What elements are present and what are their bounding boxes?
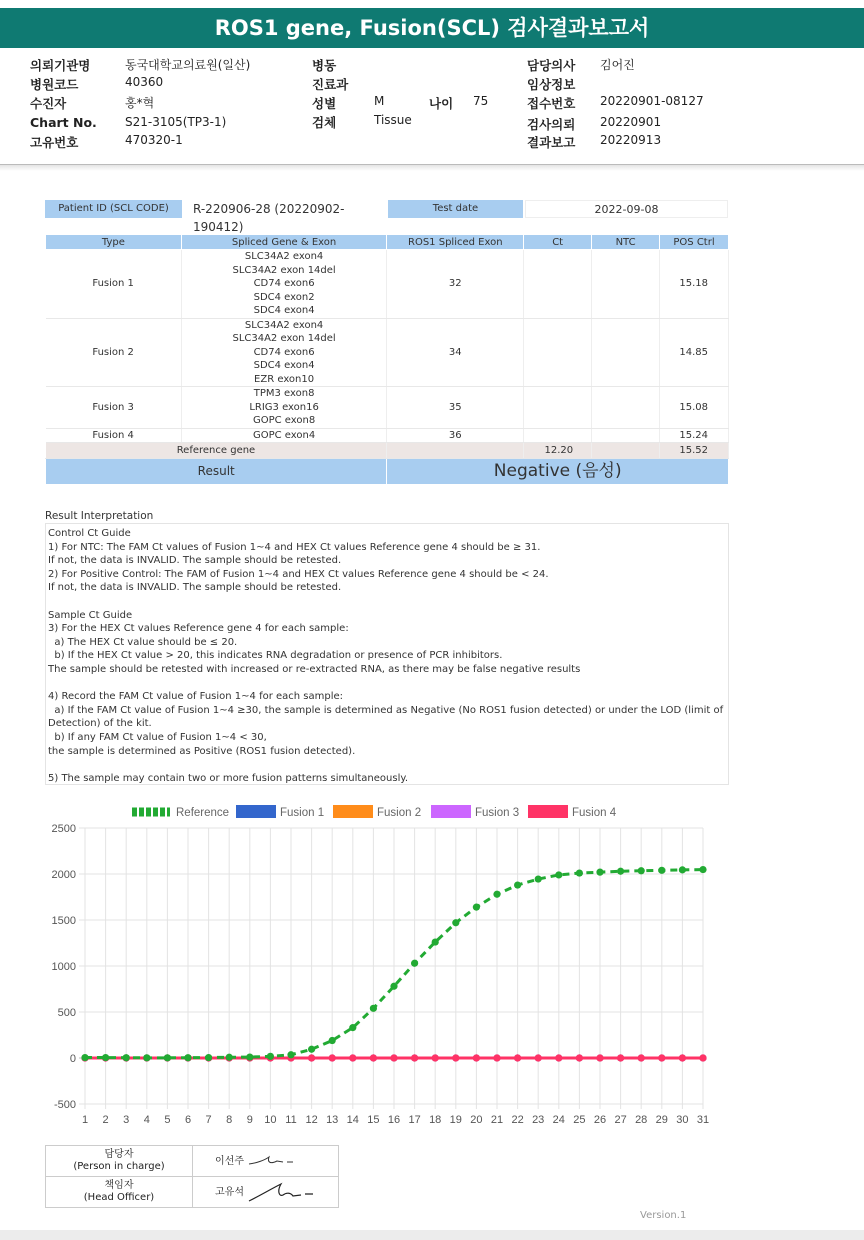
gene-exon: GOPC exon8 (252, 415, 316, 426)
label-unique-no: 고유번호 (30, 135, 79, 150)
value-request-date: 20220901 (600, 115, 662, 129)
data-point (205, 1054, 212, 1061)
head-role: 책임자 (104, 1180, 134, 1191)
x-tick-label: 13 (326, 1114, 339, 1126)
data-point (390, 983, 397, 990)
data-point (370, 1054, 377, 1061)
interpretation-line (48, 677, 726, 691)
x-tick-label: 6 (184, 1114, 192, 1126)
interpretation-box (45, 523, 729, 785)
data-point (308, 1054, 315, 1061)
col-spliced-gene: Spliced Gene & Exon (181, 235, 387, 250)
head-name: 고유석 (215, 1187, 244, 1198)
label-ward: 병동 (312, 58, 337, 73)
person-in-charge-cell (193, 1146, 339, 1177)
legend-swatch (236, 805, 276, 818)
data-point (226, 1054, 233, 1061)
y-tick-label: 2500 (51, 823, 76, 835)
data-point (514, 881, 521, 888)
reference-exon (387, 443, 524, 459)
col-ct: Ct (524, 235, 592, 250)
reference-label: Reference gene (46, 443, 387, 459)
x-tick-label: 11 (285, 1114, 297, 1126)
gene-exon: CD74 exon6 (253, 278, 315, 289)
x-tick-label: 9 (246, 1114, 253, 1126)
results-body (46, 250, 729, 485)
results-table (45, 234, 729, 485)
cell-pos-ctrl: 15.08 (660, 387, 729, 429)
x-tick-label: 30 (676, 1114, 689, 1126)
data-point (473, 904, 480, 911)
data-point (432, 1054, 439, 1061)
label-institution: 의뢰기관명 (30, 58, 91, 73)
data-point (267, 1053, 274, 1060)
y-tick-label: -500 (53, 1099, 76, 1111)
cell-genes (181, 387, 387, 429)
data-point (246, 1053, 253, 1060)
gene-exon: SLC34A2 exon4 (244, 319, 324, 331)
label-sex: 성별 (312, 96, 337, 111)
y-tick-label: 500 (57, 1007, 76, 1019)
data-point (596, 869, 603, 876)
cell-ct (524, 318, 592, 387)
cell-pos-ctrl: 14.85 (660, 318, 729, 387)
legend-label: Fusion 4 (572, 807, 617, 819)
cell-ntc (592, 428, 660, 443)
legend-label: Fusion 1 (280, 807, 325, 819)
result-value: Negative (음성) (387, 459, 729, 485)
value-chart-no: S21-3105(TP3-1) (125, 115, 227, 129)
chart-grid (79, 828, 703, 1109)
legend-label: Fusion 2 (377, 807, 422, 819)
x-tick-label: 15 (367, 1114, 380, 1126)
cell-ros1-exon: 35 (387, 387, 524, 429)
col-pos-ctrl: POS Ctrl (660, 235, 729, 250)
data-point (555, 1054, 562, 1061)
patient-id-label: Patient ID (SCL CODE) (45, 200, 182, 218)
legend-label: Fusion 3 (475, 807, 520, 819)
data-point (329, 1054, 336, 1061)
interpretation-title: Result Interpretation (45, 510, 154, 522)
person-role-en: (Person in charge) (73, 1161, 165, 1172)
label-clinical-info: 임상정보 (527, 77, 576, 92)
person-in-charge-label (46, 1146, 193, 1177)
gene-exon: SLC34A2 exon 14del (232, 264, 336, 276)
gene-exon: SDC4 exon4 (253, 305, 315, 316)
data-point (452, 1054, 459, 1061)
gene-exon: SLC34A2 exon4 (244, 251, 324, 262)
x-tick-label: 16 (387, 1114, 401, 1126)
data-point (658, 1054, 665, 1061)
data-point (617, 1054, 624, 1061)
table-row (46, 318, 729, 387)
gene-exon: CD74 exon6 (253, 346, 315, 358)
person-name: 이선주 (215, 1156, 244, 1167)
data-point (658, 867, 665, 874)
signature-table (45, 1145, 339, 1208)
x-tick-label: 19 (449, 1114, 462, 1126)
cell-ntc (592, 387, 660, 429)
value-patient: 홍*혁 (125, 96, 155, 110)
gene-exon: SDC4 exon4 (253, 360, 315, 371)
data-point (535, 875, 542, 882)
gene-exon: SDC4 exon2 (253, 291, 315, 303)
data-point (81, 1054, 88, 1061)
data-point (349, 1024, 356, 1031)
value-age: 75 (473, 94, 489, 108)
interpretation-line: If not, the data is INVALID. The sample should be retested. (48, 582, 342, 594)
x-tick-label: 3 (123, 1114, 130, 1126)
amplification-chart (40, 796, 720, 1131)
x-tick-label: 20 (470, 1114, 483, 1126)
x-tick-label: 14 (346, 1114, 359, 1126)
data-point (184, 1054, 191, 1061)
cell-ntc (592, 318, 660, 387)
cell-genes (181, 250, 387, 319)
cell-pos-ctrl: 15.24 (660, 428, 729, 443)
legend-label: Reference (176, 807, 230, 819)
cell-type: Fusion 4 (46, 428, 182, 443)
gene-exon: EZR exon10 (254, 373, 315, 385)
reference-row (46, 443, 729, 459)
x-tick-label: 26 (593, 1114, 607, 1126)
y-tick-label: 2000 (51, 869, 76, 881)
table-header-row (46, 235, 729, 250)
cell-genes (181, 318, 387, 387)
value-doctor: 김어진 (600, 58, 635, 72)
cell-ct (524, 428, 592, 443)
test-date-value: 2022-09-08 (525, 200, 728, 218)
interpretation-line (48, 595, 726, 609)
table-row (46, 428, 729, 443)
interpretation-line: Sample Ct Guide (48, 609, 133, 621)
label-request-date: 검사의뢰 (527, 117, 576, 132)
x-tick-label: 7 (205, 1114, 212, 1126)
interpretation-line: a) If the FAM Ct value of Fusion 1~4 ≥30, the sample is determined as Negative (No ROS1 fusion detected) or under the LOD (limit of Detection) of the kit. (48, 704, 727, 730)
data-point (679, 866, 686, 873)
x-tick-label: 18 (429, 1114, 442, 1126)
x-tick-label: 12 (305, 1114, 318, 1126)
chart-legend (132, 805, 617, 819)
col-ntc: NTC (592, 235, 660, 250)
data-point (411, 1054, 418, 1061)
data-point (535, 1054, 542, 1061)
chart-ticks (52, 823, 710, 1126)
legend-swatch (431, 805, 471, 818)
legend-swatch (528, 805, 568, 818)
legend-swatch (333, 805, 373, 818)
cell-ros1-exon: 36 (387, 428, 524, 443)
data-point (514, 1054, 521, 1061)
gene-exon: GOPC exon4 (252, 429, 316, 441)
x-tick-label: 24 (552, 1114, 565, 1126)
x-tick-label: 29 (655, 1114, 668, 1126)
data-point (638, 867, 645, 874)
reference-ntc (592, 443, 660, 459)
data-point (329, 1037, 336, 1044)
interpretation-line: 1) For NTC: The FAM Ct values of Fusion 1~4 and HEX Ct values Reference gene 4 should be ≥ 31. (48, 541, 541, 553)
value-receipt-no: 20220901-08127 (600, 94, 704, 108)
data-point (576, 869, 583, 876)
signature-row-person (46, 1146, 339, 1177)
data-point (411, 960, 418, 967)
cell-type: Fusion 1 (46, 250, 182, 319)
data-point (102, 1054, 109, 1061)
data-point (493, 1054, 500, 1061)
data-point (370, 1005, 377, 1012)
interpretation-line: the sample is determined as Positive (ROS1 fusion detected). (48, 745, 356, 757)
header-shadow (0, 165, 864, 171)
x-tick-label: 23 (532, 1114, 545, 1126)
label-department: 진료과 (312, 77, 349, 92)
y-tick-label: 1500 (51, 915, 76, 927)
label-receipt-no: 접수번호 (527, 96, 576, 111)
report-title: ROS1 gene, Fusion(SCL) 검사결과보고서 (0, 8, 864, 48)
data-point (576, 1054, 583, 1061)
data-point (349, 1054, 356, 1061)
value-unique-no: 470320-1 (125, 133, 183, 147)
label-doctor: 담당의사 (527, 58, 576, 73)
cell-ntc (592, 250, 660, 319)
data-point (123, 1054, 130, 1061)
cell-ros1-exon: 34 (387, 318, 524, 387)
x-tick-label: 1 (81, 1114, 89, 1126)
signature-person-image (247, 1154, 297, 1168)
data-point (638, 1054, 645, 1061)
label-hospital-code: 병원코드 (30, 77, 79, 92)
cell-ct (524, 250, 592, 319)
y-tick-label: 1000 (51, 961, 76, 973)
version-label: Version.1 (640, 1210, 687, 1221)
x-tick-label: 10 (264, 1114, 277, 1126)
gene-exon: SLC34A2 exon 14del (232, 333, 336, 344)
data-point (699, 1054, 706, 1061)
interpretation-line: 4) Record the FAM Ct value of Fusion 1~4 for each sample: (48, 691, 344, 703)
col-type: Type (46, 235, 182, 250)
x-tick-label: 31 (696, 1114, 710, 1126)
table-row (46, 387, 729, 429)
value-sex: M (374, 94, 385, 108)
x-tick-label: 5 (164, 1114, 171, 1126)
value-hospital-code: 40360 (125, 75, 164, 89)
person-role: 담당자 (104, 1149, 134, 1160)
reference-pos: 15.52 (660, 443, 729, 459)
label-report-date: 결과보고 (527, 135, 576, 150)
x-tick-label: 4 (143, 1114, 150, 1126)
interpretation-line: Control Ct Guide (48, 528, 131, 539)
head-role-en: (Head Officer) (83, 1192, 155, 1203)
interpretation-line: b) If the HEX Ct value > 20, this indicates RNA degradation or presence of PCR inhibitors. (48, 650, 503, 662)
interpretation-line: a) The HEX Ct value should be ≤ 20. (48, 636, 238, 648)
x-tick-label: 28 (635, 1114, 648, 1126)
x-tick-label: 21 (490, 1114, 504, 1126)
value-report-date: 20220913 (600, 133, 662, 147)
interpretation-line: 2) For Positive Control: The FAM of Fusion 1~4 and HEX Ct values Reference gene 4 should be < 24. (48, 568, 549, 580)
data-point (287, 1051, 294, 1058)
label-specimen: 검체 (312, 115, 337, 130)
data-point (452, 919, 459, 926)
head-officer-label (46, 1177, 193, 1208)
cell-genes (181, 428, 387, 443)
cell-type: Fusion 3 (46, 387, 182, 429)
x-tick-label: 8 (226, 1114, 233, 1126)
col-ros1-exon: ROS1 Spliced Exon (387, 235, 524, 250)
data-point (679, 1054, 686, 1061)
data-point (596, 1054, 603, 1061)
cell-pos-ctrl: 15.18 (660, 250, 729, 319)
reference-ct: 12.20 (524, 443, 592, 459)
table-row (46, 250, 729, 319)
data-point (390, 1054, 397, 1061)
y-tick-label: 0 (69, 1053, 76, 1065)
cell-ros1-exon: 32 (387, 250, 524, 319)
data-point (432, 938, 439, 945)
data-point (308, 1046, 315, 1053)
result-label: Result (46, 459, 387, 485)
data-point (555, 871, 562, 878)
test-date-label: Test date (388, 200, 523, 218)
label-chart-no: Chart No. (30, 115, 97, 130)
cell-ct (524, 387, 592, 429)
data-point (143, 1054, 150, 1061)
interpretation-line: If not, the data is INVALID. The sample should be retested. (48, 555, 342, 567)
value-specimen: Tissue (374, 113, 412, 127)
interpretation-line: 5) The sample may contain two or more fusion patterns simultaneously. (48, 772, 409, 784)
data-point (164, 1054, 171, 1061)
result-row (46, 459, 729, 485)
data-point (617, 868, 624, 875)
interpretation-line (48, 758, 726, 772)
data-point (699, 866, 706, 873)
label-age: 나이 (429, 96, 454, 111)
patient-id-value: R-220906-28 (20220902-190412) (193, 202, 345, 234)
head-officer-cell (193, 1177, 339, 1208)
interpretation-line: 3) For the HEX Ct values Reference gene 4 for each sample: (48, 623, 349, 635)
interpretation-line: b) If any FAM Ct value of Fusion 1~4 < 30, (48, 731, 267, 743)
data-point (493, 891, 500, 898)
x-tick-label: 22 (511, 1114, 524, 1126)
data-point (473, 1054, 480, 1061)
gene-exon: LRIG3 exon16 (249, 401, 319, 413)
x-tick-label: 27 (614, 1114, 627, 1126)
signature-row-head (46, 1177, 339, 1208)
interpretation-line: The sample should be retested with increased or re-extracted RNA, as there may be false negative results (48, 663, 581, 675)
cell-type: Fusion 2 (46, 318, 182, 387)
x-tick-label: 2 (102, 1114, 109, 1126)
x-tick-label: 25 (573, 1114, 586, 1126)
gene-exon: TPM3 exon8 (253, 388, 315, 399)
value-institution: 동국대학교의료원(일산) (125, 58, 251, 72)
x-tick-label: 17 (408, 1114, 421, 1126)
signature-head-image (247, 1181, 319, 1203)
label-patient: 수진자 (30, 96, 67, 111)
